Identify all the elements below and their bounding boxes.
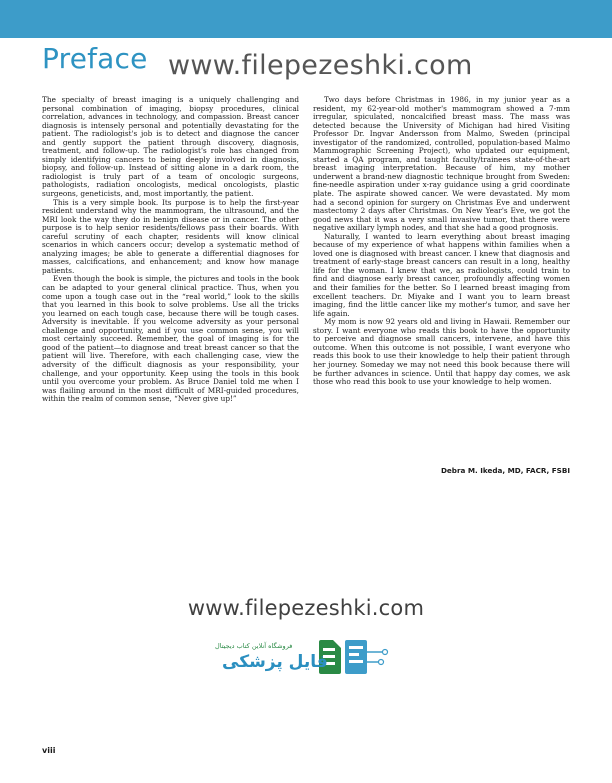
paragraph: Even though the book is simple, the pictures and tools in the book can be adapted to your general clinical practice. Thus, when you come upon a tough case out in the “real world,” look to the skills that you learned in this book to solve problems. Use all the tricks you learned on each tough case, because there will be tough cases. Adversity is inevitable. If you welcome adversity as your personal challenge and opportunity, and if you use common sense, you will most certainly succeed. Remember, the goal of imaging is for the good of the patient—to diagnose and treat breast cancer so that the patient will live. Therefore, with each challenging case, view the adversity of the difficult diagnosis as your responsibility, your challenge, and your opportunity. Keep using the tools in this book until you overcome your problem. As Bruce Daniel told me when I was flailing around in the most difficult of MRI-guided procedures, within the realm of common sense, “Never give up!” xyxy=(42,274,299,404)
watermark-overlay-text: www.filepezeshki.com xyxy=(168,50,473,81)
logo-subtitle: فروشگاه آنلاین کتاب دیجیتال xyxy=(215,642,293,650)
left-column xyxy=(42,96,299,404)
paragraph: The specialty of breast imaging is a uniquely challenging and personal combination of imaging, biopsy procedures, clinical correlation, advances in technology, and compassion. Breast cancer diagnosis is intensely personal and potentially devastating for the patient. The radiologist's job is to detect and diagnose the cancer and gently support the patient through discovery, diagnosis, treatment, and follow-up. The radiologist's role has changed from simply identifying cancers to being deeply involved in diagnosis, biopsy, and follow-up. Instead of sitting alone in a dark room, the radiologist is truly part of a team of oncologic surgeons, pathologists, radiation oncologists, medical oncologists, plastic surgeons, geneticists, and, most importantly, the patient. xyxy=(42,95,299,199)
watermark-url[interactable]: www.filepezeshki.com xyxy=(187,596,425,620)
page-title: Preface xyxy=(42,42,148,75)
paragraph: Two days before Christmas in 1986, in my junior year as a resident, my 62-year-old mother's mammogram showed a 7-mm irregular, spiculated, noncalcified breast mass. The mass was detected because the University of Michigan had hired Visiting Professor Dr. Ingvar Andersson from Malmo, Sweden (principal investigator of the randomized, controlled, population-based Malmo Mammographic Screening Project), who updated our equipment, started a QA program, and taught faculty/trainees state-of-the-art breast imaging interpretation. Because of him, my mother underwent a brand-new diagnostic technique brought from Sweden: fine-needle aspiration under x-ray guidance using a grid coordinate plate. The aspirate showed cancer. We were devastated. My mom had a second opinion for surgery on Christmas Eve and underwent mastectomy 2 days after Christmas. On New Year's Eve, we got the good news that it was a very small invasive tumor, that there were negative axillary lymph nodes, and that she had a good prognosis. xyxy=(313,95,570,233)
author-signature: Debra M. Ikeda, MD, FACR, FSBI xyxy=(440,466,570,475)
paragraph: My mom is now 92 years old and living in Hawaii. Remember our story. I want everyone who reads this book to have the opportunity to perceive and diagnose small cancers, intervene, and have this outcome. When this outcome is not possible, I want everyone who reads this book to use their knowledge to help their patient through her journey. Someday we may not need this book because there will be further advances in science. Until that happy day comes, we ask those who read this book to use your knowledge to help women. xyxy=(313,317,570,387)
paragraph: Naturally, I wanted to learn everything about breast imaging because of my experience of what happens within families when a loved one is diagnosed with breast cancer. I knew that diagnosis and treatment of early-stage breast cancers can result in a long, healthy life for the woman. I knew that we, as radiologists, could train to find and diagnose early breast cancer, profoundly affecting women and their families for the better. So I learned breast imaging from excellent teachers. Dr. Miyake and I want you to learn breast imaging, find the little cancer like my mother's tumor, and save her life again. xyxy=(313,231,570,318)
page-number: viii xyxy=(42,746,56,755)
header-bar xyxy=(0,0,612,38)
paragraph: This is a very simple book. Its purpose is to help the first-year resident understand why the mammogram, the ultrasound, and the MRI look the way they do in benign disease or in cancer. The other purpose is to help senior residents/fellows pass their boards. With careful scrutiny of each chapter, residents will know clinical scenarios in which cancers occur; develop a systematic method of analyzing images; be able to generate a differential diagnoses for masses, calcifications, and enhancement; and know how manage patients. xyxy=(42,197,299,275)
logo-text: فایل پزشکی xyxy=(222,652,328,672)
right-column xyxy=(313,96,570,387)
